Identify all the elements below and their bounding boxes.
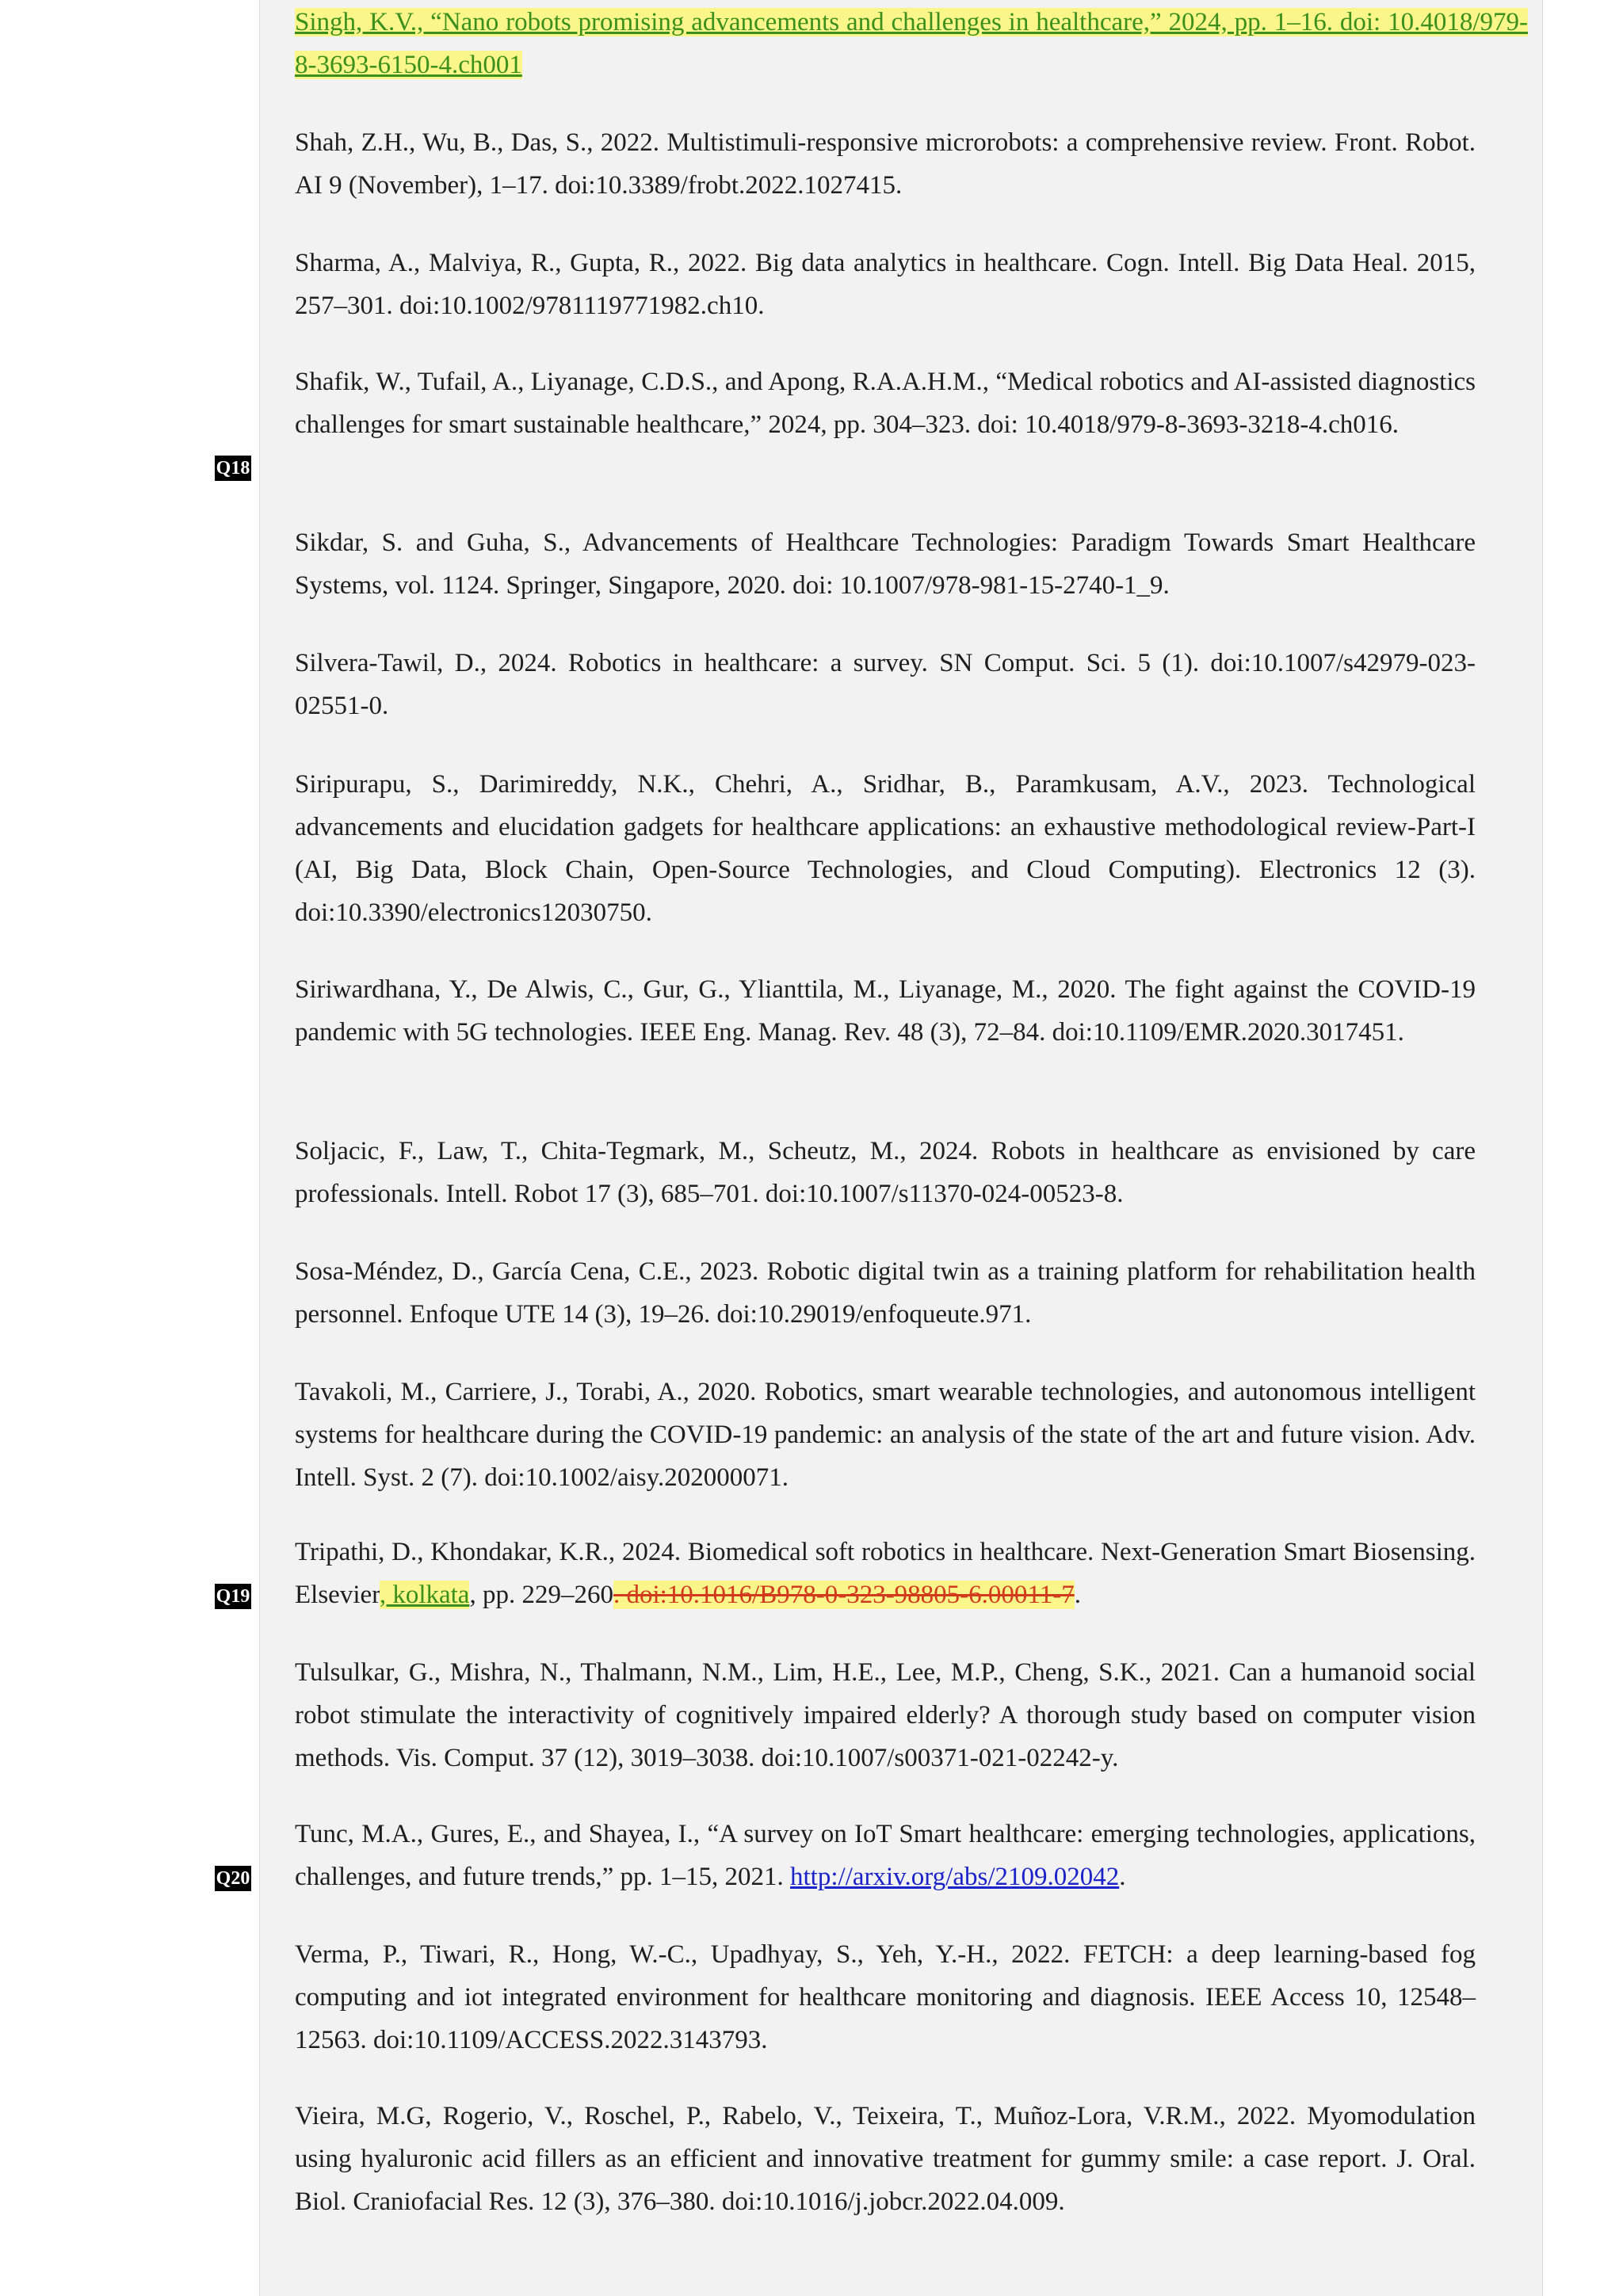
query-tag-q18[interactable]: Q18 xyxy=(215,456,251,481)
reference-text: Tunc, M.A., Gures, E., and Shayea, I., “A survey on IoT Smart healthcare: emerging technologies, applications, challenges, and future trends,” pp. 1–15, 2021. xyxy=(295,1820,1476,1891)
reference-silvera-tawil: Silvera-Tawil, D., 2024. Robotics in healthcare: a survey. SN Comput. Sci. 5 (1). doi:10.1007/s42979-023-02551-0. xyxy=(295,649,1476,720)
reference-tripathi xyxy=(295,1531,1476,1616)
reference-siripurapu: Siripurapu, S., Darimireddy, N.K., Chehri, A., Sridhar, B., Paramkusam, A.V., 2023. Technological advancements and elucidation gadgets for healthcare applications: an exhaustive methodological review-Part-I (AI, Big Data, Block Chain, Open-Source Technologies, and Cloud Computing). Electronics 12 (3). doi:10.3390/electronics12030750. xyxy=(295,770,1476,927)
reference-sharma: Sharma, A., Malviya, R., Gupta, R., 2022. Big data analytics in healthcare. Cogn. Intell. Big Data Heal. 2015, 257–301. doi:10.1002/9781119771982.ch10. xyxy=(295,249,1476,320)
reference-text: . xyxy=(1074,1581,1081,1609)
reference-vieira: Vieira, M.G, Rogerio, V., Roschel, P., Rabelo, V., Teixeira, T., Muñoz-Lora, V.R.M., 2022. Myomodulation using hyaluronic acid fillers as an efficient and innovative treatment for gummy smile: a case report. J. Oral. Biol. Craniofacial Res. 12 (3), 376–380. doi:10.1016/j.jobcr.2022.04.009. xyxy=(295,2102,1476,2216)
tracked-deletion[interactable]: . doi:10.1016/B978-0-323-98805-6.00011-7 xyxy=(613,1581,1075,1609)
reference-sikdar: Sikdar, S. and Guha, S., Advancements of Healthcare Technologies: Paradigm Towards Smart Healthcare Systems, vol. 1124. Springer, Singapore, 2020. doi: 10.1007/978-981-15-2740-1_9. xyxy=(295,528,1476,600)
reference-siriwardhana: Siriwardhana, Y., De Alwis, C., Gur, G., Ylianttila, M., Liyanage, M., 2020. The fight against the COVID-19 pandemic with 5G technologies. IEEE Eng. Manag. Rev. 48 (3), 72–84. doi:10.1109/EMR.2020.3017451. xyxy=(295,975,1476,1047)
reference-soljacic: Soljacic, F., Law, T., Chita-Tegmark, M., Scheutz, M., 2024. Robots in healthcare as envisioned by care professionals. Intell. Robot 17 (3), 685–701. doi:10.1007/s11370-024-00523-8. xyxy=(295,1137,1476,1208)
tracked-insertion[interactable]: , kolkata xyxy=(379,1581,470,1609)
arxiv-link[interactable]: http://arxiv.org/abs/2109.02042 xyxy=(790,1863,1120,1891)
reference-shafik: Shafik, W., Tufail, A., Liyanage, C.D.S., and Apong, R.A.A.H.M., “Medical robotics and AI-assisted diagnostics challenges for smart sustainable healthcare,” 2024, pp. 304–323. doi: 10.4018/979-8-3693-3218-4.ch016. xyxy=(295,368,1476,439)
reference-singh xyxy=(295,1,1528,86)
reference-text: , pp. 229–260 xyxy=(469,1581,613,1609)
reference-text: . xyxy=(1119,1863,1126,1891)
reference-text: Tripathi, D., Khondakar, K.R., 2024. Biomedical soft robotics in healthcare. Next-Generation Smart Biosensing. Elsevier xyxy=(295,1538,1476,1609)
reference-shah: Shah, Z.H., Wu, B., Das, S., 2022. Multistimuli-responsive microrobots: a comprehensive review. Front. Robot. AI 9 (November), 1–17. doi:10.3389/frobt.2022.1027415. xyxy=(295,128,1476,200)
reference-sosa-mendez: Sosa-Méndez, D., García Cena, C.E., 2023. Robotic digital twin as a training platform for rehabilitation health personnel. Enfoque UTE 14 (3), 19–26. doi:10.29019/enfoqueute.971. xyxy=(295,1257,1476,1329)
tracked-insertion[interactable]: Singh, K.V., “Nano robots promising advancements and challenges in healthcare,” 2024, pp. 1–16. doi: 10.4018/979-8-3693-6150-4.ch001 xyxy=(295,8,1528,79)
reference-tunc xyxy=(295,1813,1476,1898)
query-tag-q19[interactable]: Q19 xyxy=(215,1584,251,1609)
reference-tavakoli: Tavakoli, M., Carriere, J., Torabi, A., 2020. Robotics, smart wearable technologies, and autonomous intelligent systems for healthcare during the COVID-19 pandemic: an analysis of the state of the art and future vision. Adv. Intell. Syst. 2 (7). doi:10.1002/aisy.202000071. xyxy=(295,1378,1476,1492)
reference-tulsulkar: Tulsulkar, G., Mishra, N., Thalmann, N.M., Lim, H.E., Lee, M.P., Cheng, S.K., 2021. Can a humanoid social robot stimulate the interactivity of cognitively impaired elderly? A thorough study based on computer vision methods. Vis. Comput. 37 (12), 3019–3038. doi:10.1007/s00371-021-02242-y. xyxy=(295,1658,1476,1772)
reference-verma: Verma, P., Tiwari, R., Hong, W.-C., Upadhyay, S., Yeh, Y.-H., 2022. FETCH: a deep learning-based fog computing and iot integrated environment for healthcare monitoring and diagnosis. IEEE Access 10, 12548–12563. doi:10.1109/ACCESS.2022.3143793. xyxy=(295,1940,1476,2054)
query-tag-q20[interactable]: Q20 xyxy=(215,1866,251,1891)
